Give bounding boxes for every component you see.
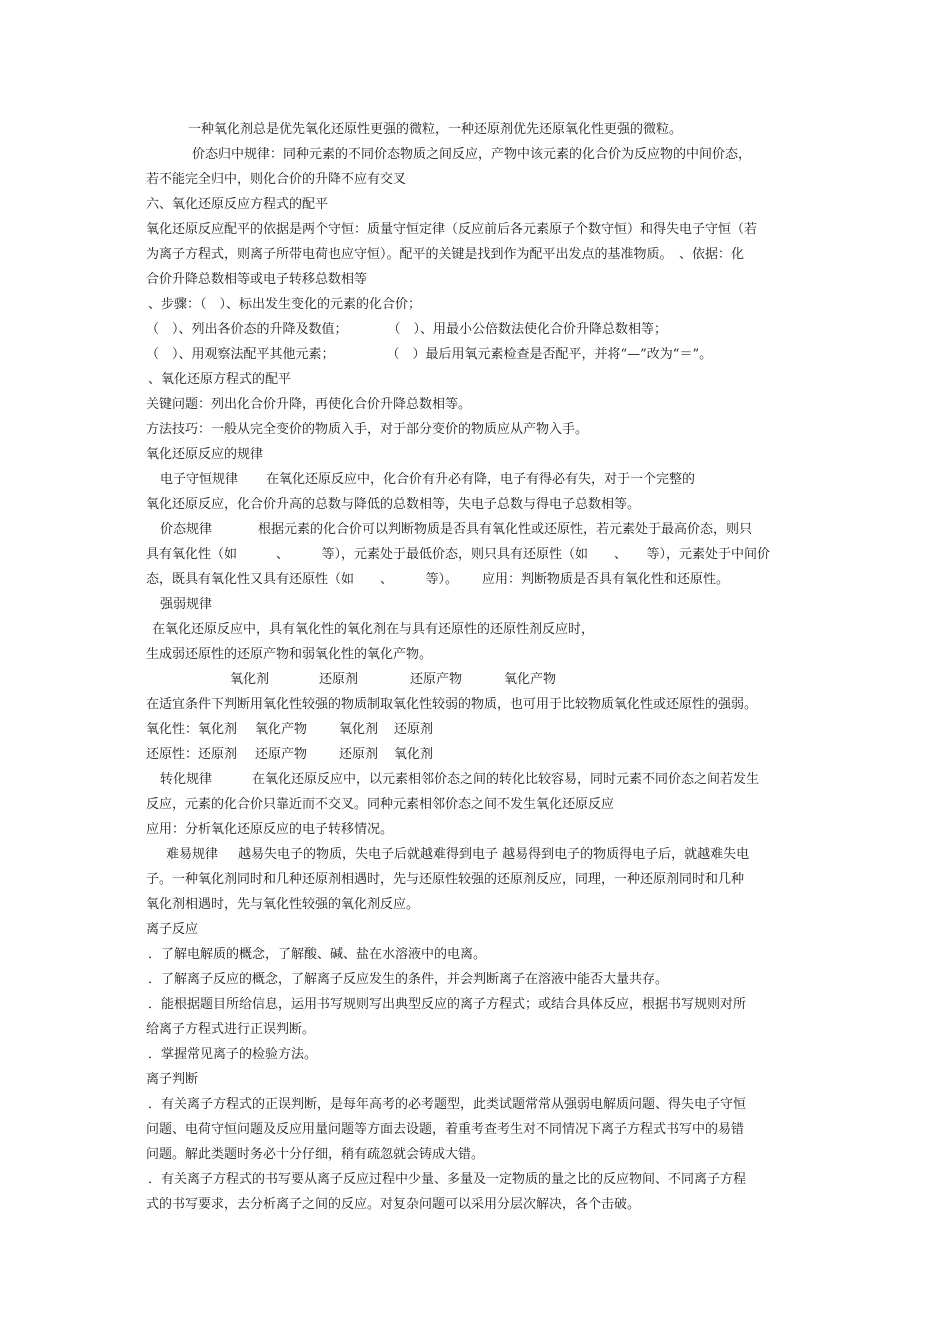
paragraph-line: 关键问题：列出化合价升降，再使化合价升降总数相等。 (146, 397, 472, 412)
paragraph-line: 生成弱还原性的还原产物和弱氧化性的氧化产物。 (146, 647, 433, 662)
paragraph-line: 给离子方程式进行正误判断。 (146, 1022, 316, 1037)
section-heading: 离子反应 (146, 922, 199, 937)
paragraph-line: 具有氧化性（如 、 等），元素处于最低价态，则只具有还原性（如 、 等），元素处于中间价 (146, 547, 771, 562)
rule-title: 转化规律 (160, 772, 213, 787)
comparison-term: 还原性：还原剂 (146, 747, 238, 762)
reaction-term: 还原剂 (319, 672, 359, 687)
rule-title: 难易规律 (166, 847, 219, 862)
paragraph-line: 反应，元素的化合价只靠近而不交叉。同种元素相邻价态之间不发生氧化还原反应 (146, 797, 615, 812)
paragraph-line: 氧化剂相遇时，先与氧化性较强的氧化剂反应。 (146, 897, 420, 912)
paragraph-line: 为离子方程式，则离子所带电荷也应守恒）。配平的关键是找到作为配平出发点的基准物质。 、依据：化 (146, 247, 745, 262)
rule-title: 强弱规律 (160, 597, 213, 612)
comparison-term: 氧化性：氧化剂 (146, 722, 238, 737)
rule-line (160, 522, 810, 538)
comparison-term: 氧化产物 (255, 722, 308, 737)
comparison-term: 氧化剂 (394, 747, 434, 762)
rule-text: 在氧化还原反应中，化合价有升必有降，电子有得必有失，对于一个完整的 (266, 472, 696, 487)
reaction-term: 氧化剂 (230, 672, 270, 687)
section-heading: 离子判断 (146, 1072, 199, 1087)
comparison-term: 还原剂 (339, 747, 379, 762)
rule-text: 根据元素的化合价可以判断物质是否具有氧化性或还原性，若元素处于最高价态，则只 (258, 522, 753, 537)
paragraph-line: 在适宜条件下判断用氧化性较强的物质制取氧化性较弱的物质，也可用于比较物质氧化性或还原性的强弱。 (146, 697, 758, 712)
rule-title: 价态规律 (160, 522, 213, 537)
paragraph-line: 问题、电荷守恒问题及反应用量问题等方面去设题，着重考查考生对不同情况下离子方程式书写中的易错 (146, 1122, 745, 1137)
step-item: （ ）、列出各价态的升降及数值； (146, 322, 348, 337)
comparison-term: 还原剂 (394, 722, 434, 737)
paragraph-line: 氧化还原反应配平的依据是两个守恒：质量守恒定律（反应前后各元素原子个数守恒）和得失电子守恒（若 (146, 222, 758, 237)
paragraph-line: 、步骤：（ ）、标出发生变化的元素的化合价； (148, 297, 422, 312)
comparison-term: 还原产物 (255, 747, 308, 762)
paragraph-line: 价态归中规律：同种元素的不同价态物质之间反应，产物中该元素的化合价为反应物的中间价态， (192, 147, 752, 162)
rule-text: 在氧化还原反应中，以元素相邻价态之间的转化比较容易，同时元素不同价态之间若发生 (252, 772, 760, 787)
rule-line (166, 847, 810, 863)
rule-line (160, 772, 810, 788)
paragraph-line: 方法技巧：一般从完全变价的物质入手，对于部分变价的物质应从产物入手。 (146, 422, 589, 437)
paragraph-line (146, 572, 810, 588)
paragraph-line: 子。一种氧化剂同时和几种还原剂相遇时，先与还原性较强的还原剂反应，同理，一种还原剂同时和几种 (146, 872, 745, 887)
paragraph-text: 态，既具有氧化性又具有还原性（如 、 等）。 (146, 572, 459, 587)
list-item: ．了解电解质的概念，了解酸、碱、盐在水溶液中的电离。 (148, 947, 487, 962)
paragraph-line: 在氧化还原反应中，具有氧化性的氧化剂在与具有还原性的还原性剂反应时， (152, 622, 595, 637)
section-heading: 、氧化还原方程式的配平 (148, 372, 292, 387)
list-item: ．掌握常见离子的检验方法。 (148, 1047, 318, 1062)
rule-text: 越易失电子的物质，失电子后就越难得到电子 越易得到电子的物质得电子后，就越难失电 (238, 847, 750, 862)
paragraph-line: 应用：分析氧化还原反应的电子转移情况。 (146, 822, 394, 837)
step-item: （ ）、用观察法配平其他元素； (146, 347, 335, 362)
list-item: ．了解离子反应的概念，了解离子反应发生的条件，并会判断离子在溶液中能否大量共存。 (148, 972, 669, 987)
list-item: ．有关离子方程式的正误判断，是每年高考的必考题型，此类试题常常从强弱电解质问题、得失电子守恒 (148, 1097, 747, 1112)
section-heading: 氧化还原反应的规律 (146, 447, 264, 462)
paragraph-line: 合价升降总数相等或电子转移总数相等 (146, 272, 368, 287)
paragraph-line: 式的书写要求，去分析离子之间的反应。对复杂问题可以采用分层次解决，各个击破。 (146, 1197, 641, 1212)
list-item: ．能根据题目所给信息，运用书写规则写出典型反应的离子方程式；或结合具体反应，根据书写规则对所 (148, 997, 747, 1012)
rule-line (160, 472, 810, 488)
reaction-scheme (230, 672, 810, 688)
comparison-line (146, 722, 810, 738)
paragraph-text: 应用：判断物质是否具有氧化性和还原性。 (482, 572, 730, 587)
list-item: ．有关离子方程式的书写要从离子反应过程中少量、多量及一定物质的量之比的反应物间、不同离子方程 (148, 1172, 747, 1187)
paragraph-line: 一种氧化剂总是优先氧化还原性更强的微粒，一种还原剂优先还原氧化性更强的微粒。 (188, 122, 683, 137)
reaction-term: 还原产物 (410, 672, 463, 687)
paragraph-line: 氧化还原反应，化合价升高的总数与降低的总数相等，失电子总数与得电子总数相等。 (146, 497, 641, 512)
section-heading: 六、氧化还原反应方程式的配平 (146, 197, 329, 212)
step-item: （ ）、用最小公倍数法使化合价升降总数相等； (387, 322, 668, 337)
comparison-term: 氧化剂 (339, 722, 379, 737)
comparison-line (146, 747, 810, 763)
reaction-term: 氧化产物 (504, 672, 557, 687)
paragraph-line: 问题。解此类题时务必十分仔细，稍有疏忽就会铸成大错。 (146, 1147, 485, 1162)
step-item: （ ）最后用氧元素检查是否配平，并将“—”改为“＝”。 (386, 347, 713, 362)
step-line (146, 347, 810, 363)
step-line (146, 322, 810, 338)
rule-title: 电子守恒规律 (160, 472, 239, 487)
paragraph-line: 若不能完全归中，则化合价的升降不应有交叉 (146, 172, 407, 187)
